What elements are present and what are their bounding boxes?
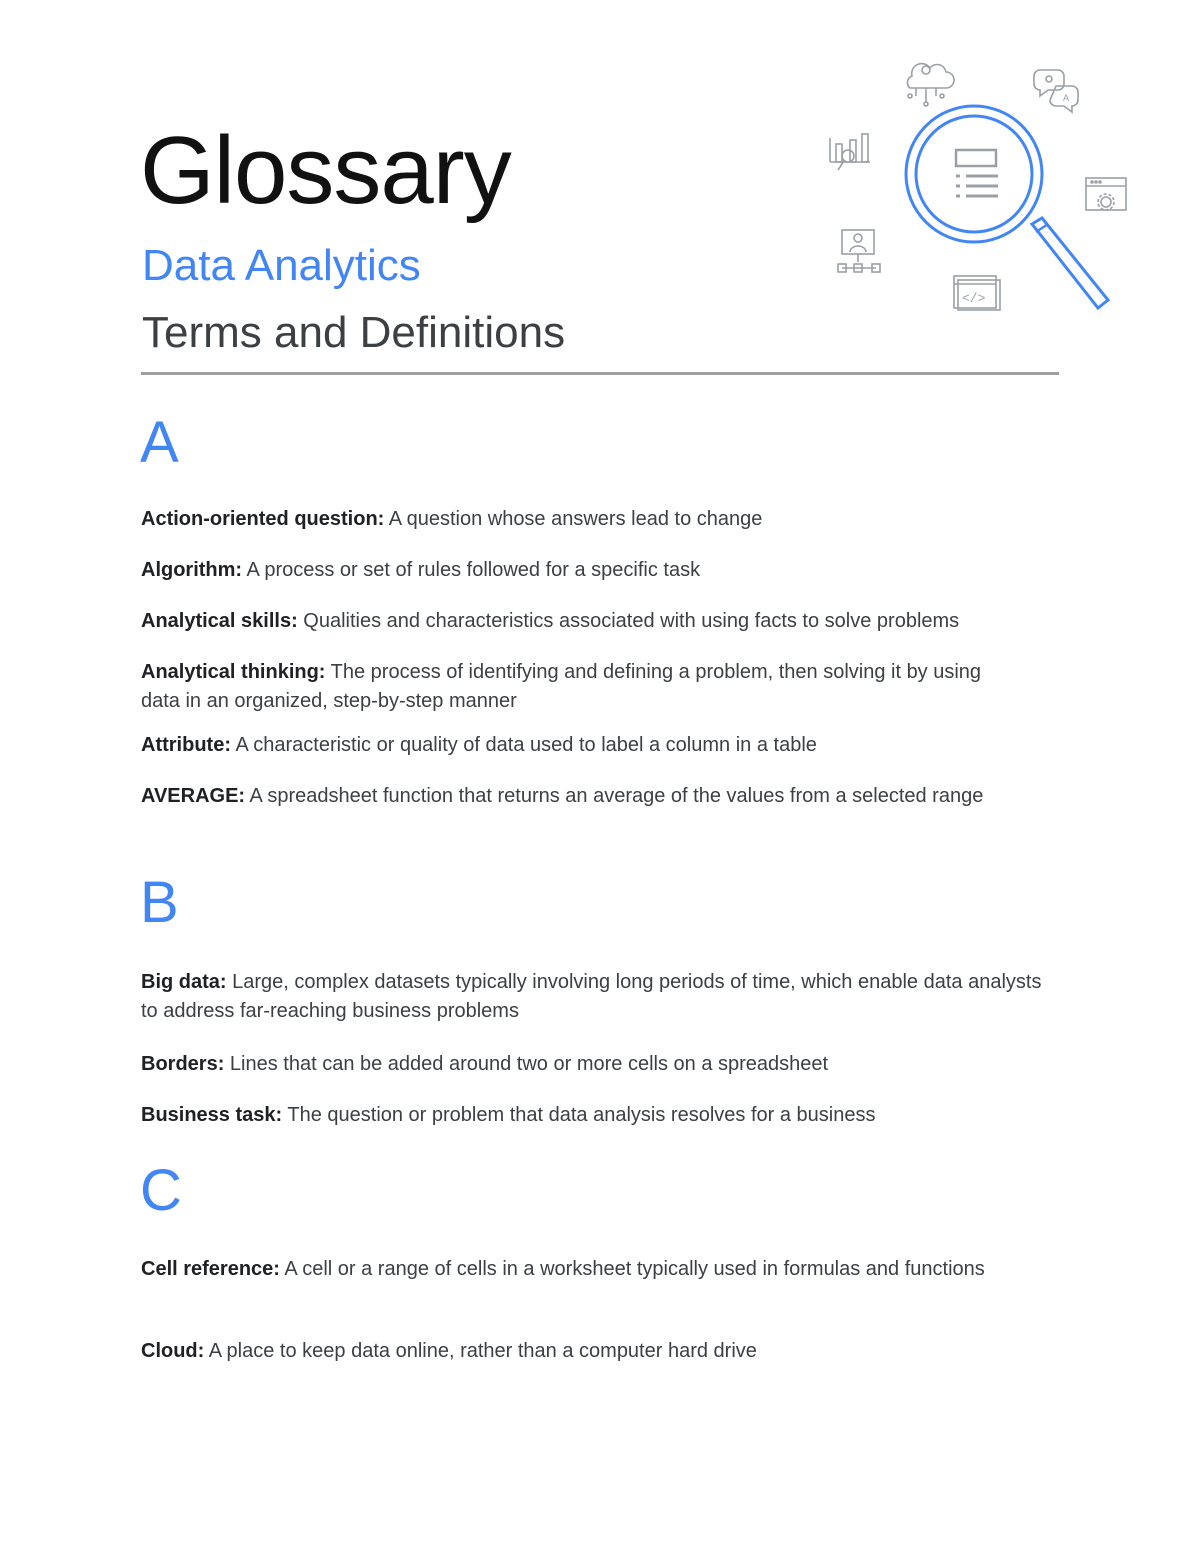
glossary-entry-analytical-skills (141, 607, 1061, 636)
entry-term: Big data: (141, 971, 227, 993)
entry-definition: The process of identifying and defining a problem, then solving it by using data in an organized, step-by-step manner (141, 661, 982, 712)
section-letter-b: B (140, 870, 179, 935)
settings-window-icon (1086, 178, 1126, 210)
glossary-entry-cloud (141, 1337, 1061, 1366)
entry-definition: A place to keep data online, rather than a computer hard drive (204, 1340, 757, 1362)
entry-term: Cell reference: (141, 1258, 280, 1280)
glossary-entry-business-task (141, 1101, 1061, 1130)
entry-term: Business task: (141, 1104, 283, 1126)
page-subtitle: Data Analytics (142, 241, 421, 290)
entry-definition: A question whose answers lead to change (384, 508, 763, 530)
magnifier-icon (906, 106, 1108, 308)
glossary-entry-cell-reference (141, 1255, 1021, 1284)
entry-term: Attribute: (141, 734, 231, 756)
entry-definition: The question or problem that data analysis resolves for a business (282, 1104, 876, 1126)
glossary-entry-action-oriented-question (141, 505, 1061, 534)
svg-text:</>: </> (962, 291, 986, 306)
entry-definition: A process or set of rules followed for a specific task (242, 559, 701, 581)
glossary-entry-average (141, 782, 1021, 811)
header-divider (141, 372, 1059, 375)
entry-definition: Large, complex datasets typically involving long periods of time, which enable data analysts to address far-reaching business problems (141, 971, 1042, 1022)
section-letter-c: C (140, 1158, 182, 1223)
entry-definition: Qualities and characteristics associated with using facts to solve problems (297, 610, 960, 632)
entry-term: Algorithm: (141, 559, 243, 581)
page-title: Glossary (140, 117, 511, 224)
entry-definition: A spreadsheet function that returns an average of the values from a selected range (245, 785, 984, 807)
bar-chart-icon (830, 134, 870, 170)
code-window-icon (954, 276, 1000, 310)
glossary-entry-analytical-thinking (141, 658, 1021, 716)
section-letter-a: A (140, 410, 179, 475)
svg-text:A: A (1063, 93, 1070, 103)
glossary-entry-borders (141, 1050, 1061, 1079)
entry-term: Analytical thinking: (141, 661, 326, 683)
glossary-entry-big-data (141, 968, 1061, 1026)
glossary-entry-attribute (141, 731, 1061, 760)
user-network-icon (838, 230, 880, 272)
entry-term: Action-oriented question: (141, 508, 385, 530)
glossary-entry-algorithm (141, 556, 1061, 585)
entry-term: Analytical skills: (141, 610, 298, 632)
entry-definition: A cell or a range of cells in a worksheet typically used in formulas and functions (279, 1258, 985, 1280)
entry-definition: A characteristic or quality of data used to label a column in a table (230, 734, 817, 756)
page-subtitle-secondary: Terms and Definitions (142, 308, 566, 357)
cloud-network-icon (907, 64, 954, 106)
chat-qa-icon (1034, 70, 1078, 112)
hero-illustration (820, 40, 1140, 320)
entry-term: Cloud: (141, 1340, 205, 1362)
entry-term: Borders: (141, 1053, 225, 1075)
entry-definition: Lines that can be added around two or more cells on a spreadsheet (224, 1053, 829, 1075)
entry-term: AVERAGE: (141, 785, 246, 807)
